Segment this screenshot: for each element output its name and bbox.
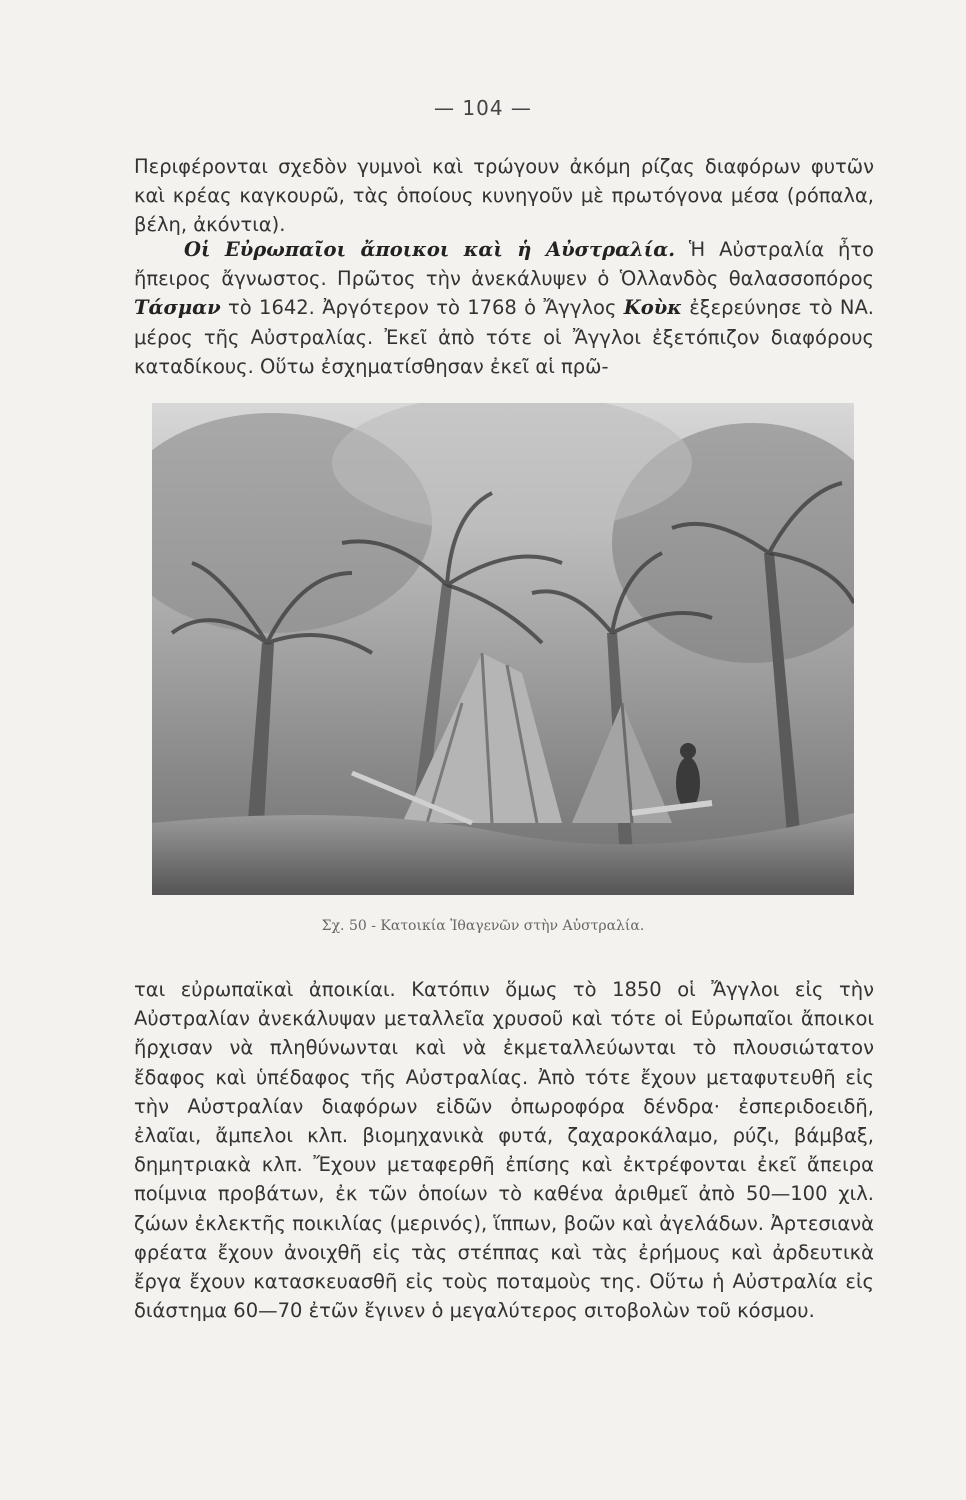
page-number: — 104 — <box>434 96 532 120</box>
name-tasman: Τάσμαν <box>134 296 221 320</box>
paragraph-text-part1: Ἡ Αὐστραλία ἦτο ἤπειρος ἄγνωστος. Πρῶτος τὴν ἀνεκάλυψεν ὁ Ὁλλανδὸς θαλασσοπόρος <box>134 238 874 291</box>
name-cook: Κοὺκ <box>623 296 682 320</box>
photo-illustration <box>152 403 854 895</box>
paragraph-europeans-australia <box>134 235 874 381</box>
figure-photo-native-dwelling <box>152 403 854 895</box>
paragraph-text-part3: ἐξερεύνησε τὸ ΝΑ. μέρος τῆς Αὐστραλίας. Ἐκεῖ ἀπὸ τότε οἱ Ἄγγλοι ἐξετόπιζον διαφόρους καταδίκους. Οὕτω ἐσχηματίσθησαν ἐκεῖ αἱ πρῶ- <box>134 296 874 378</box>
paragraph-text-part2: τὸ 1642. Ἀργότερον τὸ 1768 ὁ Ἄγγλος <box>220 296 624 320</box>
paragraph-european-colonies: ται εὐρωπαϊκαὶ ἀποικίαι. Κατόπιν ὅμως τὸ 1850 οἱ Ἄγγλοι εἰς τὴν Αὐστραλίαν ἀνεκάλυψαν μεταλλεῖα χρυσοῦ καὶ τότε οἱ Εὐρωπαῖοι ἄποικοι ἤρχισαν νὰ πληθύνωνται καὶ νὰ ἐκμεταλλεύωνται τὸ πλουσιώτατον ἔδαφος καὶ ὑπέδαφος τῆς Αὐστραλίας. Ἀπὸ τότε ἔχουν μεταφυτευθῆ εἰς τὴν Αὐστραλίαν διαφόρων εἰδῶν ὀπωροφόρα δένδρα· ἐσπεριδοειδῆ, ἐλαῖαι, ἄμπελοι κλπ. βιομηχανικὰ φυτά, ζαχαροκάλαμο, ρύζι, βάμβαξ, δημητριακὰ κλπ. Ἔχουν μεταφερθῆ ἐπίσης καὶ ἐκτρέφονται ἐκεῖ ἄπειρα ποίμνια προβάτων, ἐκ τῶν ὁποίων τὸ καθένα ἀριθμεῖ ἀπὸ 50—100 χιλ. ζώων ἐκλεκτῆς ποικιλίας (μερινός), ἵππων, βοῶν καὶ ἀγελάδων. Ἀρτεσιανὰ φρέατα ἔχουν ἀνοιχθῆ εἰς τὰς στέππας καὶ τὰς ἐρήμους καὶ ἀρδευτικὰ ἔργα ἔχουν κατασκευασθῆ εἰς τοὺς ποταμοὺς της. Οὕτω ἡ Αὐστραλία εἰς διάστημα 60—70 ἐτῶν ἔγινεν ὁ μεγαλύτερος σιτοβολὼν τοῦ κόσμου. <box>134 978 874 1323</box>
paragraph-intro: Περιφέρονται σχεδὸν γυμνοὶ καὶ τρώγουν ἀκόμη ρίζας διαφόρων φυτῶν καὶ κρέας καγκουρῶ, τὰς ὁποίους κυνηγοῦν μὲ πρωτόγονα μέσα (ρόπαλα, βέλη, ἀκόντια). <box>134 155 874 237</box>
section-heading: Οἱ Εὐρωπαῖοι ἄποικοι καὶ ἡ Αὐστραλία. <box>184 238 676 261</box>
figure-caption: Σχ. 50 - Κατοικία Ἰθαγενῶν στὴν Αὐστραλία. <box>321 918 645 934</box>
